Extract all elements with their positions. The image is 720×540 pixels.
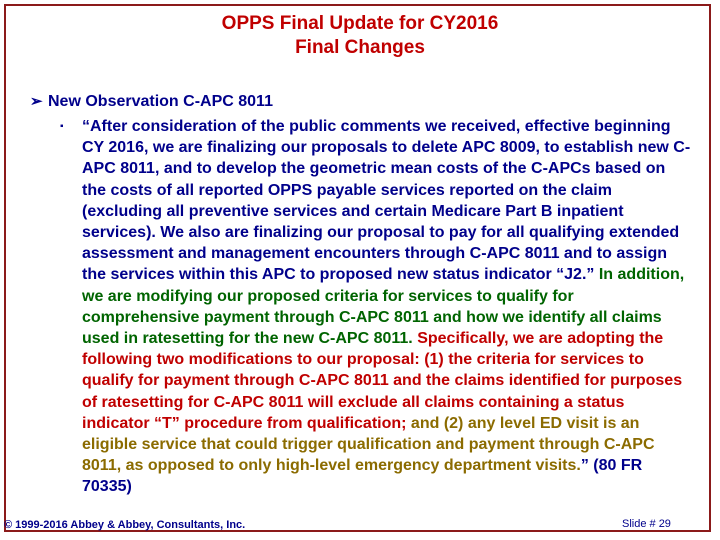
- quote-segment-2: We also are finalizing our proposal to pay for all qualifying extended assessment and management encounters through C-APC 8011 and to assign the services within this APC to proposed new status indicator “J2.”: [82, 224, 680, 284]
- quote-segment-3: In addition, we are modifying our proposed criteria for services to qualify for comprehensive payment through C-APC 8011 and how we identify all claims used in ratesetting for the new C-APC 8011.: [82, 266, 685, 348]
- bullet-quote: [60, 116, 700, 498]
- bullet-observation-capc: [30, 92, 700, 112]
- quote-segment-1: “After consideration of the public comments we received, effective beginning CY 2016, we are finalizing our proposals to delete APC 8009, to establish new C-APC 8011, and to develop the geometric mean costs of the C-APCs based on the costs of all reported OPPS payable services reported on the claim (excluding all preventive services and certain Medicare Part B inpatient services).: [82, 118, 691, 242]
- arrow-bullet-icon: ➢: [30, 93, 43, 110]
- slide-number: Slide # 29: [622, 518, 671, 530]
- quote-paragraph: [82, 116, 692, 498]
- quote-segment-5: and (2) any level ED visit is an eligible service that could trigger qualification and payment through C-APC 8011, as opposed to only high-level emergency department visits.: [82, 414, 655, 475]
- title-line-2: Final Changes: [295, 37, 425, 58]
- square-bullet-icon: ▪: [60, 121, 64, 132]
- slide-title: [0, 12, 720, 60]
- quote-segment-4: Specifically, we are adopting the following two modifications to our proposal: (1) the criteria for services to qualify for payment through C-APC 8011 and the claims identified for purposes of ratesetting for C-APC 8011 will exclude all claims containing a status indicator “T” procedure from qualification;: [82, 330, 683, 432]
- quote-segment-6: ” (80 FR 70335): [82, 457, 643, 496]
- copyright-footer: © 1999-2016 Abbey & Abbey, Consultants, Inc.: [4, 519, 246, 531]
- bullet-observation-text: New Observation C-APC 8011: [48, 93, 273, 110]
- title-line-1: OPPS Final Update for CY2016: [221, 13, 499, 34]
